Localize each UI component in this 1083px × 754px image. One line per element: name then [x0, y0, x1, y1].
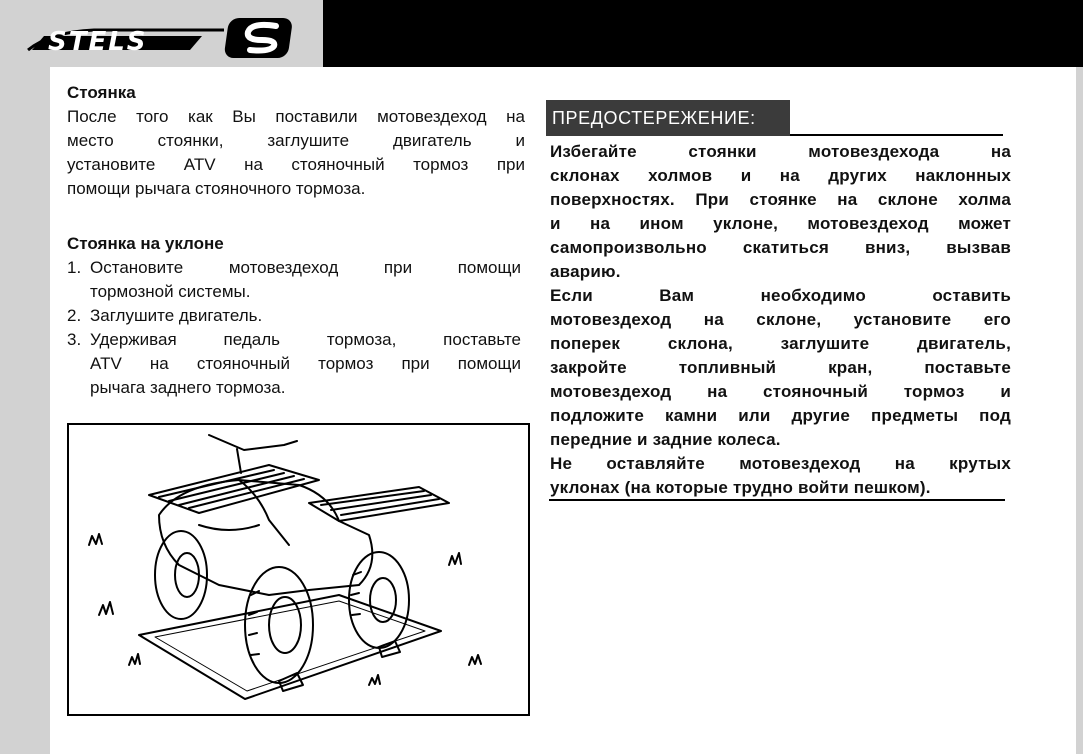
parking-line-3: установите ATV на стояночный тормоз при: [67, 155, 525, 174]
atv-illustration-frame: [67, 423, 530, 716]
warning-line-14: Не оставляйте мотовездеход на крутых: [550, 454, 1011, 473]
warning-line-13: передние и задние колеса.: [550, 430, 781, 449]
parking-line-2: место стоянки, заглушите двигатель и: [67, 131, 525, 150]
step-1-line-2: тормозной системы.: [90, 282, 251, 301]
warning-label: ПРЕДОСТЕРЕЖЕНИЕ:: [546, 100, 790, 136]
step-2-line-1: Заглушите двигатель.: [90, 306, 263, 325]
right-margin-strip: [1076, 67, 1083, 754]
atv-parked-on-mat-illustration-icon: [69, 425, 528, 714]
svg-text:STELS: STELS: [48, 27, 148, 57]
step-2-number: 2.: [67, 306, 82, 325]
parking-title: Стоянка: [67, 83, 136, 102]
warning-line-3: поверхностях. При стоянке на склоне холма: [550, 190, 1011, 209]
step-3-line-3: рычага заднего тормоза.: [90, 378, 286, 397]
warning-line-6: аварию.: [550, 262, 621, 281]
warning-top-rule: [790, 134, 1003, 136]
warning-line-12: подложите камни или другие предметы под: [550, 406, 1011, 425]
parking-line-1: После того как Вы поставили мотовездеход на: [67, 107, 525, 126]
step-1-number: 1.: [67, 258, 82, 277]
slope-parking-title: Стоянка на уклоне: [67, 234, 224, 253]
warning-line-11: мотовездеход на стояночный тормоз и: [550, 382, 1011, 401]
brand-panel: [0, 0, 323, 67]
warning-line-10: закройте топливный кран, поставьте: [550, 358, 1011, 377]
warning-line-15: уклонах (на которые трудно войти пешком).: [550, 478, 931, 497]
warning-line-5: самопроизвольно скатиться вниз, вызвав: [550, 238, 1011, 257]
warning-line-8: мотовездеход на склоне, установите его: [550, 310, 1011, 329]
warning-line-9: поперек склона, заглушите двигатель,: [550, 334, 1011, 353]
step-1-line-1: Остановите мотовездеход при помощи: [90, 258, 521, 277]
warning-text: [550, 140, 1011, 500]
step-3-line-2: ATV на стояночный тормоз при помощи: [90, 354, 521, 373]
step-3-line-1: Удерживая педаль тормоза, поставьте: [90, 330, 521, 349]
parking-line-4: помощи рычага стояночного тормоза.: [67, 179, 366, 198]
warning-line-7: Если Вам необходимо оставить: [550, 286, 1011, 305]
stels-logo-icon: [24, 12, 304, 60]
warning-line-1: Избегайте стоянки мотовездехода на: [550, 142, 1011, 161]
left-margin-strip: [0, 67, 50, 754]
warning-line-2: склонах холмов и на других наклонных: [550, 166, 1011, 185]
warning-line-4: и на ином уклоне, мотовездеход может: [550, 214, 1011, 233]
warning-bottom-rule: [549, 499, 1005, 501]
step-3-number: 3.: [67, 330, 82, 349]
